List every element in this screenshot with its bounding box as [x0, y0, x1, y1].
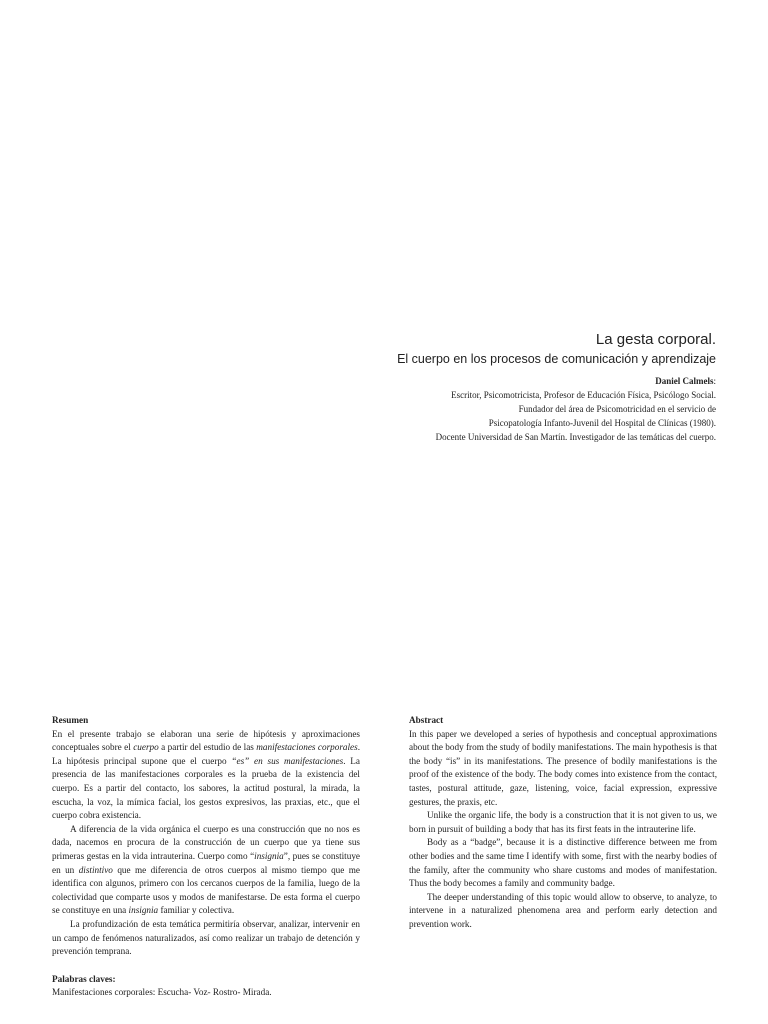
author-line: [116, 374, 716, 388]
author-suffix: :: [713, 376, 716, 386]
abstract-paragraph: Body as a “badge”, because it is a distinctive difference between me from other bodies and the same time I identify with some, first with the nearby bodies of the family, after the community who share customs and modes of manifestation. Thus the body becomes a family and community badge.: [409, 837, 717, 889]
text-run: ”, pues se constituye en un: [52, 850, 360, 875]
italic-run: manifestaciones corporales: [256, 742, 358, 753]
article-header: [116, 330, 716, 444]
italic-run: distintivo: [78, 864, 113, 875]
italic-run: “es” en sus manifestaciones: [231, 755, 344, 766]
text-run: . La hipótesis principal supone que el cuerpo: [52, 742, 361, 766]
resumen-heading: Resumen: [52, 715, 89, 725]
text-run: a partir del estudio de las: [158, 742, 257, 753]
abstract-heading: Abstract: [409, 715, 444, 725]
abstract-paragraph: Unlike the organic life, the body is a construction that it is not given to us, we born in pursuit of building a body that has its first feats in the intrauterine life.: [409, 810, 717, 834]
affiliation-line: Fundador del área de Psicomotricidad en el servicio de: [518, 404, 716, 414]
italic-run: insignia: [254, 850, 284, 861]
affiliation-line: Escritor, Psicomotricista, Profesor de Educación Física, Psicólogo Social.: [451, 390, 716, 400]
article-subtitle: El cuerpo en los procesos de comunicación y aprendizaje: [397, 352, 716, 366]
text-run: que me diferencia de otros cuerpos al mismo tiempo que me identifica con algunos, primero con los cercanos cuerpos de la familia, luego de la colectividad que comparte usos y modos de manifestarse. De esta forma el cuerpo se constituye en una: [52, 864, 361, 916]
text-run: En el presente trabajo se elaboran una serie de hipótesis y aproximaciones conceptuales sobre el: [52, 728, 360, 753]
text-run: A diferencia de la vida orgánica el cuerpo es una construcción que no nos es dada, nacemos en procura de la construcción de un cuerpo que ya tiene sus primeras gestas en la vida intrauterina. Cuerpo como “: [52, 823, 360, 861]
italic-run: cuerpo: [133, 742, 159, 753]
affiliation-line: Docente Universidad de San Martín. Investigador de las temáticas del cuerpo.: [435, 432, 716, 442]
resumen-paragraph: [52, 823, 360, 918]
keywords-heading: Palabras claves:: [52, 973, 116, 984]
article-title: La gesta corporal.: [595, 331, 716, 348]
italic-run: insignia: [128, 905, 159, 916]
abstract-paragraph: In this paper we developed a series of hypothesis and conceptual approximations about the body from the study of bodily manifestations. The main hypothesis is that the body “is” in its manifestations. The presence of bodily manifestations is the proof of the existence of the body. The body comes into existence from the contact, tastes, postural attitude, gaze, listening, voice, facial expression, expressive gestures, the praxis, etc.: [409, 728, 717, 807]
abstract-paragraph: The deeper understanding of this topic would allow to observe, to analyze, to intervene in a naturalized phenomena area and perform early detection and prevention work.: [409, 891, 717, 929]
text-run: familiar y colectiva.: [158, 905, 235, 916]
text-run: . La presencia de las manifestaciones corporales es la prueba de la existencia del cuerpo. Es a partir del contacto, los sabores, la actitud postural, la mirada, la escucha, la voz, la mímica facial, los gestos expresivos, las praxias, etc., que el cuerpo cobra existencia.: [52, 755, 360, 821]
resumen-column: [52, 714, 360, 1000]
resumen-paragraph: [52, 728, 360, 823]
abstract-column: [409, 714, 717, 932]
affiliation-line: Psicopatología Infanto-Juvenil del Hospital de Clínicas (1980).: [488, 418, 716, 428]
resumen-paragraph: La profundización de esta temática permitiría observar, analizar, intervenir en un campo de fenómenos naturalizados, así como realizar un trabajo de detención y prevención temprana.: [52, 918, 360, 957]
keywords-list: Manifestaciones corporales: Escucha- Voz- Rostro- Mirada.: [52, 987, 272, 998]
author-name: Daniel Calmels: [655, 376, 714, 386]
